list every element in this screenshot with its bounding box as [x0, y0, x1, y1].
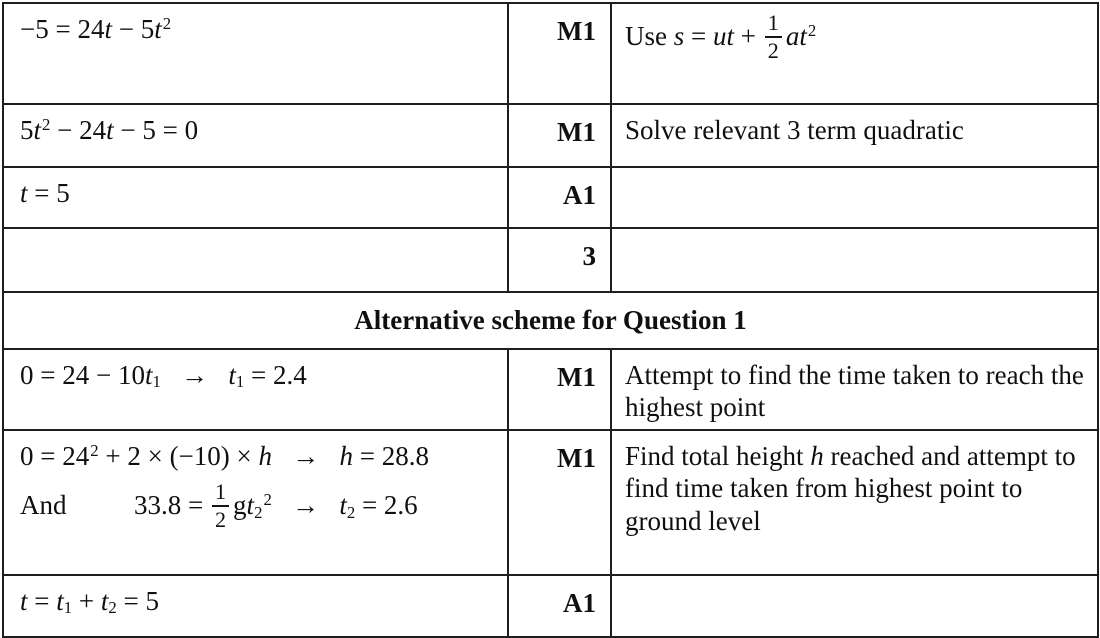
working-cell [3, 228, 508, 292]
mark-cell: M1 [508, 349, 611, 430]
mark-cell: M1 [508, 104, 611, 167]
working-cell: $t = t_1 + t_2 = 5$ [3, 575, 508, 637]
working-cell: $-5 = 24t - 5t^2$ [3, 3, 508, 104]
comment-cell [611, 167, 1098, 228]
working-line-2: And 33.8 = $\frac{1}{2}$ $gt_2^2$ → $t_2 = 2.6$ [20, 479, 418, 533]
working-cell: $0 = 24 - 10t_1$ → $t_1 = 2.4$ [3, 349, 508, 430]
mark-cell: A1 [508, 167, 611, 228]
working-cell: t = 5 [3, 167, 508, 228]
table-row [3, 167, 1098, 228]
working-cell [3, 430, 508, 575]
table-row [3, 349, 1098, 430]
table-row [3, 228, 1098, 292]
table-row [3, 575, 1098, 637]
total-mark-cell: 3 [508, 228, 611, 292]
mark-cell: M1 [508, 430, 611, 575]
comment-cell: Use s = ut + $\frac{1}{2}$ $at^2$ [611, 3, 1098, 104]
comment-cell: Solve relevant 3 term quadratic [611, 104, 1098, 167]
table-row [3, 104, 1098, 167]
comment-cell: Find total height h reached and attempt to find time taken from highest point to ground level [611, 430, 1098, 575]
table-row [3, 3, 1098, 104]
working-line-1: $0 = 24^2 + 2 \times (-10) \times h$ → h = 28.8 [20, 440, 429, 471]
comment-cell [611, 228, 1098, 292]
comment-cell: Attempt to find the time taken to reach the highest point [611, 349, 1098, 430]
alt-scheme-header-row [3, 292, 1098, 349]
working-cell: $5t^2 - 24t - 5 = 0$ [3, 104, 508, 167]
comment-cell [611, 575, 1098, 637]
alt-scheme-header: Alternative scheme for Question 1 [3, 292, 1098, 349]
mark-cell: M1 [508, 3, 611, 104]
mark-cell: A1 [508, 575, 611, 637]
table-row [3, 430, 1098, 575]
mark-scheme-table [2, 2, 1099, 638]
